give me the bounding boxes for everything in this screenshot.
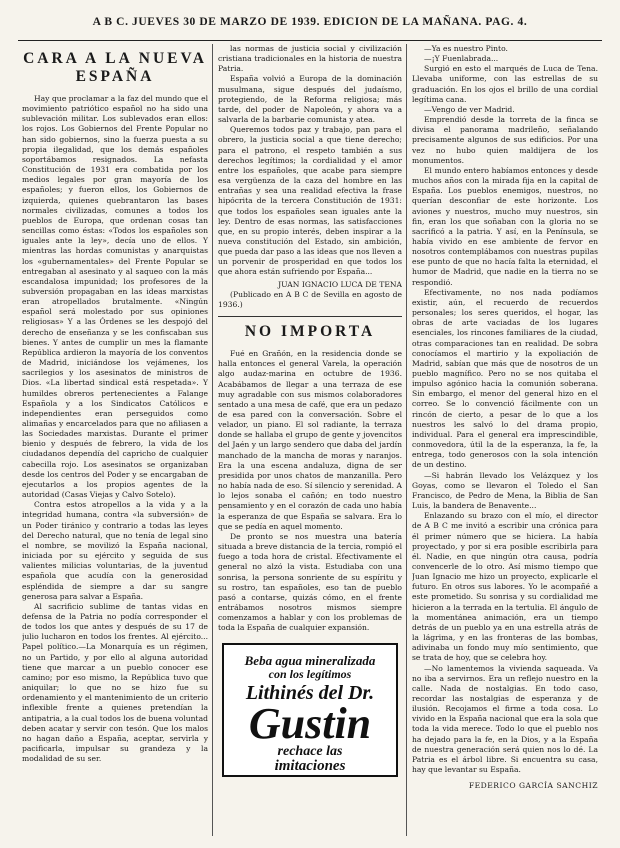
article-paragraph: Enlazando su brazo con el mío, el director de A B C me invitó a escribir una crónica para él primer número que se hiciera. La había proyectado, y por si era posible escribirla para él. Nadie, en que ningún otra causa, podría convencerle de lo otro. Así mismo tiempo que Juan Ignacio me hizo un proyecto, explicarle el futuro. En otros sus labores. Yo le acompañé a este prometido. Su sonrisa y su cordialidad me hicieron a la terrada en la tertulia. El ángulo de la momentánea animación, era un tiempo detrás de un pueblo ya en una estrella atrás de la lágrima, y en las fronteras de las bombas, adivinaba un fondo muy mío sentimiento, que se trata de hoy, que se celebra hoy. [412,511,598,663]
article-title-cara-a-la-nueva-espana: CARA A LA NUEVA ESPAÑA [23,50,207,85]
advertisement-gustin [222,643,398,777]
ad-line-3: rechace las [277,744,343,760]
ad-line-4: imitaciones [274,758,346,775]
article-paragraph: Contra estos atropellos a la vida y a la integridad humana, contra «la subversión» de un Poder tiránico y contrario a todas las leyes del Derecho natural, que no tenía de legal sino el nombre, se movilizó la España nacional, iniciada por su ejército y seguida de sus valientes milicias voluntarias, de la juventud española que acudía con la generosidad espléndida de siempre a dar su sangre generosa para salvar a España. [22,500,208,601]
ad-brand-small: Lithinés del Dr. [245,682,375,705]
advertisement-artwork [224,645,396,775]
article-paragraph: —¡Y Fuenlabrada... [424,54,499,64]
column-divider [212,44,213,836]
article-paragraph: Surgió en esto el marqués de Luca de Tena. Llevaba uniforme, con las estrellas de su graduación. En los ojos el brillo de una cordial legítima cana. [412,64,598,104]
column-divider [406,44,407,836]
article-paragraph: Emprendió desde la torreta de la finca se divisa el panorama madrileño, señalando precisamente algunos de sus edificios. Por una vez no hubo quien maldijera de los monumentos. [412,115,598,165]
article-title-no-importa: NO IMPORTA [244,323,376,341]
page-header: A B C. JUEVES 30 DE MARZO DE 1939. EDICION DE LA MAÑANA. PAG. 4. [92,16,528,28]
article-paragraph: Al sacrificio sublime de tantas vidas en defensa de la Patria no podía corresponder el de todos los que antes y después de su 17 de julio lucharon en todos los frentes. Al ejército... Papel político.—La Monarquía es un régimen, no un Partido, y por ello al alguna autoridad tiene que marcar a un pueblo conocer ese camino; por eso mismo, la República tuvo que aniquilar; lo que no se hizo fue su ordenamiento y el mantenimiento de un criterio inflexible frente a quienes pretendían la antipatria, a la cual todos los de buena voluntad deben acatar y servir con tesón. Que los malos no hagan daño a España, aceptar, servirla y pacificarla, impulsar su grandeza y la modalidad de su ser. [22,601,208,764]
article-paragraph: —No lamentemos la vivienda saqueada. Va no iba a servirnos. Era un reflejo nuestro en la calle. Nada de nostalgias. En todo caso, recordar las nostalgias de esperanza y de ilusión. Recojamos el firme a toda cosa. Lo vivido en la España nacional que era la sola que toda la vida merece. Todo lo que el pueblo nos ha dejado para la fe, en la Dios, y a la España de nuestra generación será quien nos lo dé. La Patria es el árbol libre. Si encuentra su casa, hay que levantar su España. [412,663,598,775]
ad-line-2: con los legítimos [268,667,352,682]
article-paragraph: Efectivamente, no nos nada podíamos existir, aún, el recuerdo de recuerdos personales; los seres queridos, el hogar, las obras de arte vaciadas de los lugares esenciales, los rincones familiares de la ciudad, otras comparaciones tan en realidad. De sobra conocíamos el martirio y la expoliación de Madrid, sabían que más que de nosotros de un pueblo magnífico. Pero no se nos quitaba el impulso agónico hacia la comunión soberana. Sin embargo, el menor del general hizo en el correo. Se lo convenció fácilmente con un rincón de cierto, a pesar de lo que a los nuestros les salvó lo del drama propio, individual. Para el general era imprescindible, conmovedora, útil la de la esperanza, la fe, la entrega, todo generosos con la sola intención de un destino. [412,287,598,470]
article-paragraph: España volvió a Europa de la dominación musulmana, sigue después del judaísmo, protegiendo, de la Reforma religiosa; más tarde, del poder de Napoleón, y ahora va a salvarla de la barbarie comunista y atea. [218,74,402,125]
column-left [22,44,208,834]
article-signature: FEDERICO GARCÍA SANCHIZ [468,781,598,791]
column-right [412,44,598,834]
article-paragraph: Hay que proclamar a la faz del mundo que el movimiento patriótico español no ha sido una sublevación militar. Los sublevados eran ellos: los rojos. Los Gobiernos del Frente Popular no han sido gobiernos, sino la fuerza puesta a su propia ilegalidad, que los demás españoles soportábamos resignados. La nefasta Constitución de 1931 era combatida por los medios legales por gran mayoría de los españoles; y fueron ellos, los Gobiernos de izquierda, quienes quebrantaron las bases normales civilizadas, comunes a todos los pueblos de Europa, que ordenan cosas tan sencillas como éstas: «Todos los españoles son iguales ante la ley», decía uno de ellos. Y mientras las hordas comunistas y anarquistas los «gubernamentales» del Frente Popular se entregaban al asesinato y al saqueo con la más escandalosa impunidad; los profesores de la subversión propagaban en las ideas marxistas eran atropellados brutalmente. «Ningún español será molestado por sus opiniones religiosas» Y a las Órdenes se les despojó del derecho de enseñanza y se les confiscaban sus bienes. Y antes de cumplir un mes la flamante República ardieron la mayoría de los conventos de Madrid, iniciándose los vejámenes, los sacrilegios y los asesinatos de ministros de Dios. «La libertad sindical está respetada». Y humildes obreros pertenecientes a Falange Española y a los Sindicatos Católicos e independientes eran perseguidos como alimañas y encarcelados para que no afiliasen a las Sociedades marxistas. Durante el primer bienio y después de febrero, la vida de los ciudadanos dependía del capricho de cualquier cabecilla rojo. Los asesinatos se organizaban desde los centros del Poder y se encargaban de ejecutarlos a los propios agentes de la autoridad (Casas Viejas y Calvo Sotelo). [22,94,208,500]
article-signature: JUAN IGNACIO LUCA DE TENA [278,279,402,289]
article-paragraph: Fué en Grañón, en la residencia donde se halla entonces el general Varela, la operación algo audaz-marina en octubre de 1936. Acabábamos de llegar a una terraza de ese muy agradable con sus mismos colaboradores sentado a una mesa de café, que era un pedazo de esa pared con la conversación. Sobre el velador, un piano. El sol radiante, la terraza donde se hallaba el grupo de gente y jovencitos del Jaén y un largo sendero que daba del jardín manchado de la mancha de moras y naranjos. Era la una escena andaluza, digna de ser presidida por unos chatos de manzanilla. Pero no había nada de eso. Sí silencio y serenidad. A lo lejos sonaba el cañón; en todo nuestro pensamiento y en el corazón de cada uno había la esperanza de que España se salvara. Era lo que se pedía en aquel momento. [218,349,402,531]
ad-brand-big: Gustin [248,699,372,749]
article-paragraph: El mundo entero habíamos entonces y desde muchos años con la mirada fija en la capital de España. Los pueblos enemigos, nuestros, no querían desconfiar de este horizonte. Los aviones y nuestros, mucho muy nuestros, sin fin, eran los que soñaban con la gloria no se sacrificó a la patria. Y así, en la Península, se había vivido en ese ambiente de fervor en nosotros contemplábamos con nuestras pupilas ese punto de que no hacía falta la eternidad, el humor de Madrid, que nadie en la tierra no se respondió. [412,165,598,287]
article-paragraph: —Ya es nuestro Pinto. [424,44,508,53]
publication-note: (Publicado en A B C de Sevilla en agosto de 1936.) [218,289,402,309]
column-middle [218,44,402,834]
article-paragraph: Queremos todos paz y trabajo, pan para el obrero, la justicia social a que tiene derecho; para el patrono, el respeto también a sus derechos legítimos; la cordialidad y el amor entre los españoles, que acabe para siempre esa vergüenza de la caza del hombre en las entrañas y sea una realidad efectiva la frase hipócrita de la tercera Constitución de 1931: que todos los españoles sean iguales ante la ley. Dentro de esas normas, las satisfacciones que, en su propio interés, deben inspirar a la nueva constitución del Estado, sin ambición, que pueda dar paso a las ideas que nos lleven a un porvenir de prosperidad en que todos los que ahora están sufriendo por España... [218,125,402,277]
article-paragraph: —Si habrán llevado los Velázquez y los Goyas, como se llevaron el Toledo el San Francisco, de Pedro de Mena, la Biblia de San Luis, la bandera de Benavente... [412,470,598,511]
article-paragraph: —Vengo de ver Madrid. [424,104,515,114]
ad-line-1: Beba agua mineralizada [244,653,376,669]
article-paragraph: las normas de justicia social y civilización cristiana tradicionales en la historia de nuestra Patria. [218,44,402,74]
header-rule [18,40,602,41]
article-paragraph: De pronto se nos muestra una batería situada a breve distancia de la tercia, rompió el fuego a toda hora de cristal. Efectivamente el general no alzó la vista. Estudiaba con una sonrisa, la persona sonriente de su espíritu y su rostro, tan españoles, eso tan de pueblo pasó a contarse, quizás cómo, en el frente entrábamos nosotros mismos siempre comenzamos a hablar y con los problemas de toda la España de cualquier expansión. [218,531,402,633]
section-rule [218,316,402,317]
